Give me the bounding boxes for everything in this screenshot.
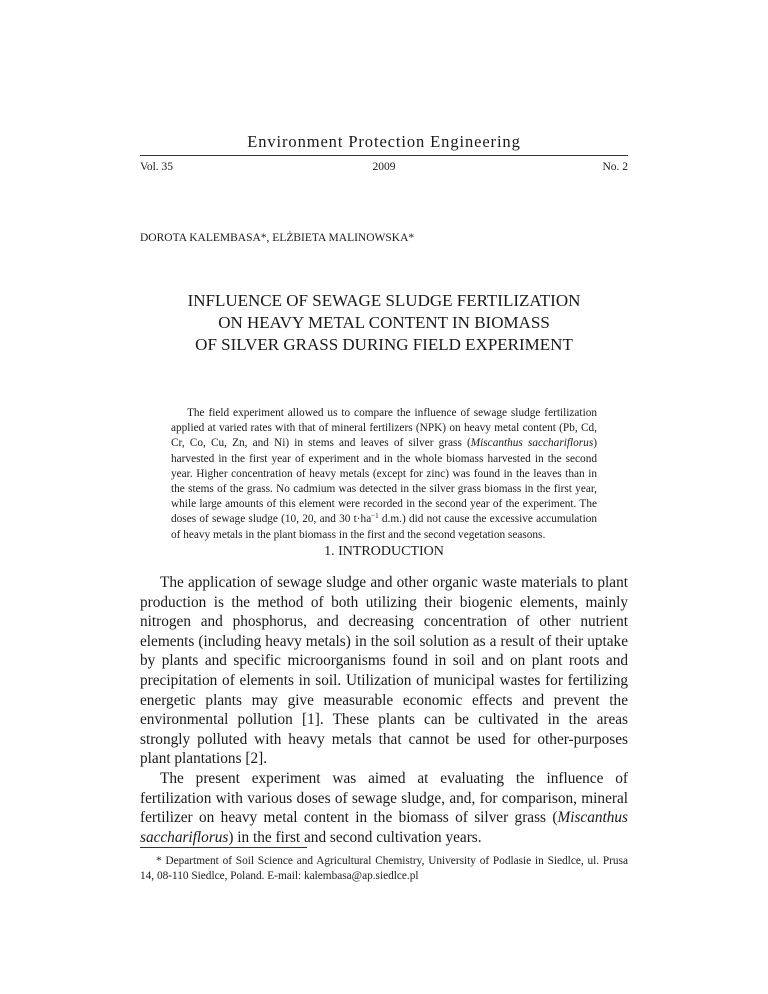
header-rule: [140, 155, 628, 156]
title-line: OF SILVER GRASS DURING FIELD EXPERIMENT: [195, 335, 573, 354]
authors: DOROTA KALEMBASA*, ELŻBIETA MALINOWSKA*: [140, 232, 415, 244]
footnote: * Department of Soil Science and Agricultural Chemistry, University of Podlasie in Siedlce, ul. Prusa 14, 08-110 Siedlce, Poland. E-mail: kalembasa@ap.siedlce.pl: [140, 855, 628, 882]
unit-exponent: −1: [371, 512, 379, 521]
journal-year: 2009: [372, 161, 396, 173]
footnote-rule: [140, 847, 307, 848]
abstract: [171, 406, 597, 543]
paragraph: The application of sewage sludge and other organic waste materials to plant production is the method of both utilizing their biogenic elements, mainly nitrogen and phosphorus, and decreasing concentration of other nutrient elements (including heavy metals) in the soil solution as a result of their uptake by plants and specific microorganisms found in soil and on plant roots and precipitation of elements in soil. Utilization of municipal wastes for fertilizing energetic plants may give measurable economic effects and prevent the environmental pollution [1]. These plants can be cultivated in the areas strongly polluted with heavy metals that cannot be used for other-purposes plant plantations [2].: [140, 574, 628, 768]
abstract-text: d.m.) did not cause the excessive accumulation of heavy metals in the plant biomass in the first and the second vegetation seasons.: [171, 513, 597, 541]
title-line: INFLUENCE OF SEWAGE SLUDGE FERTILIZATION: [187, 291, 581, 310]
body-text: [140, 573, 628, 847]
species-name: Miscanthus sacchariflorus: [140, 809, 628, 846]
paragraph-text: The present experiment was aimed at evaluating the influence of fertilization with various doses of sewage sludge, and, for comparison, mineral fertilizer on heavy metal content in the biomass of silver grass (: [140, 769, 628, 827]
title-line: ON HEAVY METAL CONTENT IN BIOMASS: [218, 313, 550, 332]
paragraph-text: ) in the first and second cultivation years.: [228, 828, 482, 846]
abstract-text: ) harvested in the first year of experiment and in the whole biomass harvested in the second year. Higher concentration of heavy metals (except for zinc) was found in the leaves than in the stems of the grass. No cadmium was detected in the silver grass biomass in the first year, while large amounts of this element were recorded in the second year of the experiment. The doses of sewage sludge (10, 20, and 30 t·ha: [171, 437, 597, 526]
journal-title: Environment Protection Engineering: [247, 132, 521, 151]
abstract-text: The field experiment allowed us to compare the influence of sewage sludge fertilization applied at varied rates with that of mineral fertilizers (NPK) on heavy metal content (Pb, Cd, Cr, Co, Cu, Zn, and Ni) in stems and leaves of silver grass (: [171, 407, 597, 450]
species-name: Miscanthus sacchariflorus: [470, 437, 594, 450]
article-title: [140, 290, 628, 356]
paragraph: [140, 769, 628, 847]
section-heading: 1. INTRODUCTION: [324, 544, 444, 559]
journal-issue: No. 2: [602, 161, 628, 173]
journal-volume: Vol. 35: [140, 161, 174, 173]
